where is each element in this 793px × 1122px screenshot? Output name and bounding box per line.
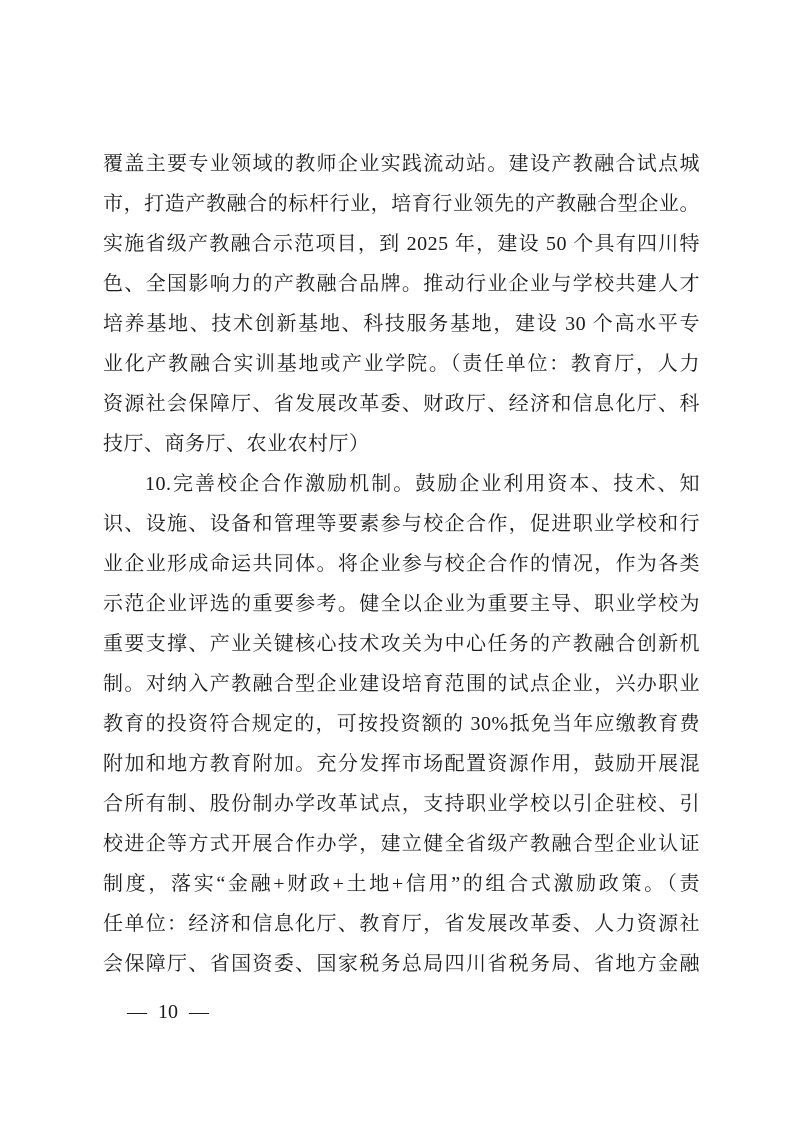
page-number: — 10 —: [127, 1001, 209, 1023]
document-line: 资源社会保障厅、省发展改革委、财政厅、经济和信息化厅、科: [103, 393, 700, 415]
document-line: 业化产教融合实训基地或产业学院。（责任单位：教育厅，人力: [103, 353, 700, 375]
document-line: 重要支撑、产业关键核心技术攻关为中心任务的产教融合创新机: [103, 633, 700, 655]
document-line: 市，打造产教融合的标杆行业，培育行业领先的产教融合型企业。: [103, 193, 700, 215]
document-line: 覆盖主要专业领域的教师企业实践流动站。建设产教融合试点城: [103, 153, 700, 175]
document-line: 培养基地、技术创新基地、科技服务基地，建设 30 个高水平专: [103, 313, 700, 335]
document-text-block: [103, 144, 700, 984]
document-line: 技厅、商务厅、农业农村厅）: [103, 433, 370, 455]
document-line: 制度，落实“金融+财政+土地+信用”的组合式激励政策。（责: [103, 873, 700, 895]
document-line: 制。对纳入产教融合型企业建设培育范围的试点企业，兴办职业: [103, 673, 700, 695]
document-line: 会保障厅、省国资委、国家税务总局四川省税务局、省地方金融: [103, 953, 700, 975]
document-line: 教育的投资符合规定的，可按投资额的 30%抵免当年应缴教育费: [103, 713, 700, 735]
document-line: 色、全国影响力的产教融合品牌。推动行业企业与学校共建人才: [103, 273, 700, 295]
document-line: 校进企等方式开展合作办学，建立健全省级产教融合型企业认证: [103, 833, 700, 855]
document-line: 任单位：经济和信息化厅、教育厅，省发展改革委、人力资源社: [103, 913, 700, 935]
document-line: 示范企业评选的重要参考。健全以企业为重要主导、职业学校为: [103, 593, 700, 615]
document-line: 合所有制、股份制办学改革试点，支持职业学校以引企驻校、引: [103, 793, 700, 815]
document-line-item-10-heading: 10.完善校企合作激励机制。鼓励企业利用资本、技术、知: [145, 473, 700, 495]
document-line: 附加和地方教育附加。充分发挥市场配置资源作用，鼓励开展混: [103, 753, 700, 775]
document-line: 业企业形成命运共同体。将企业参与校企合作的情况，作为各类: [103, 553, 700, 575]
document-line: 实施省级产教融合示范项目，到 2025 年，建设 50 个具有四川特: [103, 233, 700, 255]
document-line: 识、设施、设备和管理等要素参与校企合作，促进职业学校和行: [103, 513, 700, 535]
